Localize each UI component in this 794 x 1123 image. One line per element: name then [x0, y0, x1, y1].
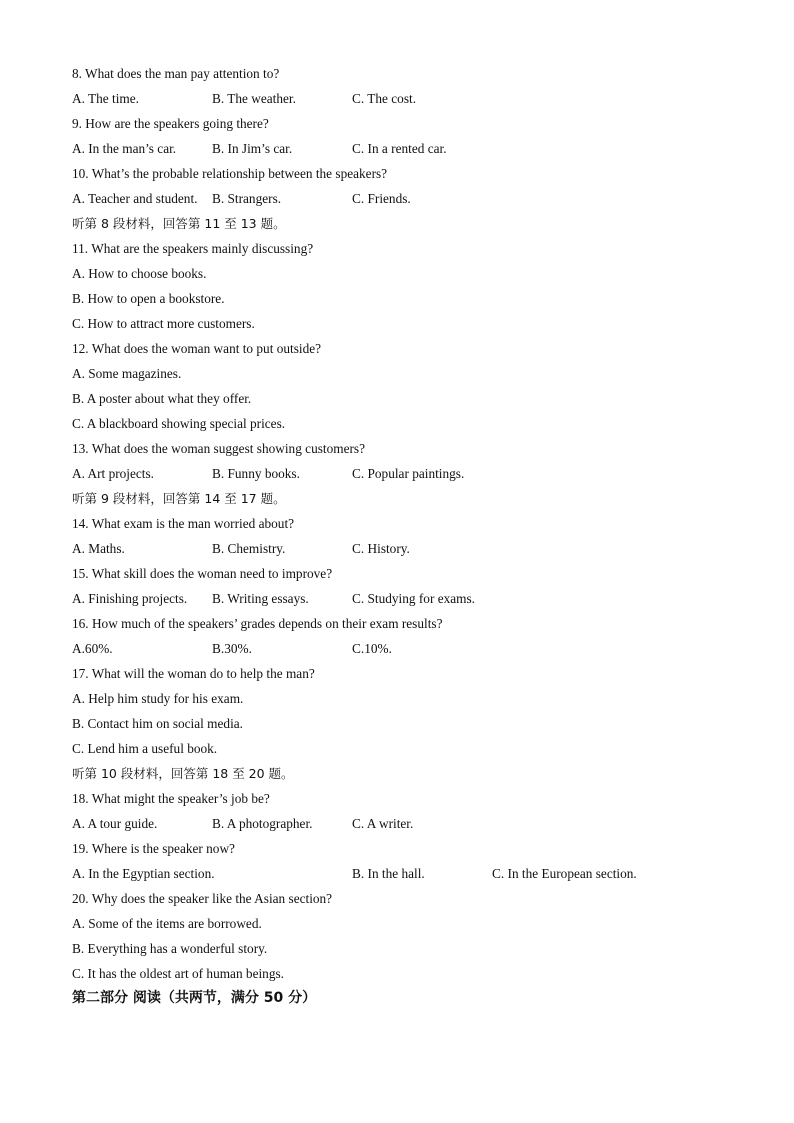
question-15-option-c: C. Studying for exams. — [352, 591, 475, 606]
question-18-option-c: C. A writer. — [352, 816, 414, 831]
question-19-option-a: A. In the Egyptian section. — [72, 866, 215, 881]
question-9-stem: 9. How are the speakers going there? — [72, 116, 269, 131]
question-18-options — [72, 811, 672, 836]
question-19-options — [72, 861, 712, 886]
question-13-option-a: A. Art projects. — [72, 466, 154, 481]
question-12-option-a: A. Some magazines. — [72, 366, 182, 381]
question-19-option-c: C. In the European section. — [492, 866, 637, 881]
question-12-option-c: C. A blackboard showing special prices. — [72, 416, 286, 431]
listening-instruction-9: 听第 9 段材料，回答第 14 至 17 题。 — [72, 491, 286, 506]
question-20-option-c: C. It has the oldest art of human beings. — [72, 966, 284, 981]
question-13-option-b: B. Funny books. — [212, 466, 300, 481]
question-9-option-c: C. In a rented car. — [352, 141, 447, 156]
question-17-option-c: C. Lend him a useful book. — [72, 741, 218, 756]
listening-instruction-10: 听第 10 段材料，回答第 18 至 20 题。 — [72, 766, 294, 781]
question-17-stem: 17. What will the woman do to help the man? — [72, 666, 315, 681]
question-14-options — [72, 536, 672, 561]
question-18-option-b: B. A photographer. — [212, 816, 313, 831]
question-11-option-c: C. How to attract more customers. — [72, 316, 255, 331]
question-14-option-a: A. Maths. — [72, 541, 125, 556]
question-8-option-c: C. The cost. — [352, 91, 417, 106]
question-11-option-a: A. How to choose books. — [72, 266, 207, 281]
question-16-option-b: B.30%. — [212, 641, 252, 656]
question-10-option-b: B. Strangers. — [212, 191, 282, 206]
question-20-option-b: B. Everything has a wonderful story. — [72, 941, 268, 956]
question-11-stem: 11. What are the speakers mainly discussing? — [72, 241, 314, 256]
question-18-stem: 18. What might the speaker’s job be? — [72, 791, 270, 806]
question-17-option-b: B. Contact him on social media. — [72, 716, 243, 731]
question-9-option-a: A. In the man’s car. — [72, 141, 177, 156]
question-17-option-a: A. Help him study for his exam. — [72, 691, 244, 706]
section-title: 第二部分 阅读（共两节，满分 50 分） — [72, 990, 317, 1006]
question-12-stem: 12. What does the woman want to put outside? — [72, 341, 322, 356]
question-9-option-b: B. In Jim’s car. — [212, 141, 293, 156]
question-11-option-b: B. How to open a bookstore. — [72, 291, 225, 306]
question-19-option-b: B. In the hall. — [352, 866, 425, 881]
question-15-option-b: B. Writing essays. — [212, 591, 309, 606]
listening-instruction-8: 听第 8 段材料，回答第 11 至 13 题。 — [72, 216, 286, 231]
question-20-stem: 20. Why does the speaker like the Asian section? — [72, 891, 333, 906]
question-16-stem: 16. How much of the speakers’ grades depends on their exam results? — [72, 616, 443, 631]
question-13-option-c: C. Popular paintings. — [352, 466, 465, 481]
question-10-stem: 10. What’s the probable relationship between the speakers? — [72, 166, 388, 181]
question-14-option-b: B. Chemistry. — [212, 541, 286, 556]
question-20-option-a: A. Some of the items are borrowed. — [72, 916, 262, 931]
question-16-option-a: A.60%. — [72, 641, 113, 656]
question-16-options — [72, 636, 672, 661]
question-15-options — [72, 586, 672, 611]
question-10-option-c: C. Friends. — [352, 191, 411, 206]
question-10-option-a: A. Teacher and student. — [72, 191, 198, 206]
question-15-option-a: A. Finishing projects. — [72, 591, 188, 606]
question-8-options — [72, 86, 672, 111]
question-15-stem: 15. What skill does the woman need to improve? — [72, 566, 333, 581]
question-13-options — [72, 461, 672, 486]
question-12-option-b: B. A poster about what they offer. — [72, 391, 252, 406]
question-8-option-a: A. The time. — [72, 91, 139, 106]
question-9-options — [72, 136, 672, 161]
question-10-options — [72, 186, 672, 211]
question-14-stem: 14. What exam is the man worried about? — [72, 516, 295, 531]
question-13-stem: 13. What does the woman suggest showing customers? — [72, 441, 365, 456]
question-8-stem: 8. What does the man pay attention to? — [72, 66, 280, 81]
question-19-stem: 19. Where is the speaker now? — [72, 841, 235, 856]
question-8-option-b: B. The weather. — [212, 91, 296, 106]
question-16-option-c: C.10%. — [352, 641, 392, 656]
question-18-option-a: A. A tour guide. — [72, 816, 158, 831]
question-14-option-c: C. History. — [352, 541, 410, 556]
